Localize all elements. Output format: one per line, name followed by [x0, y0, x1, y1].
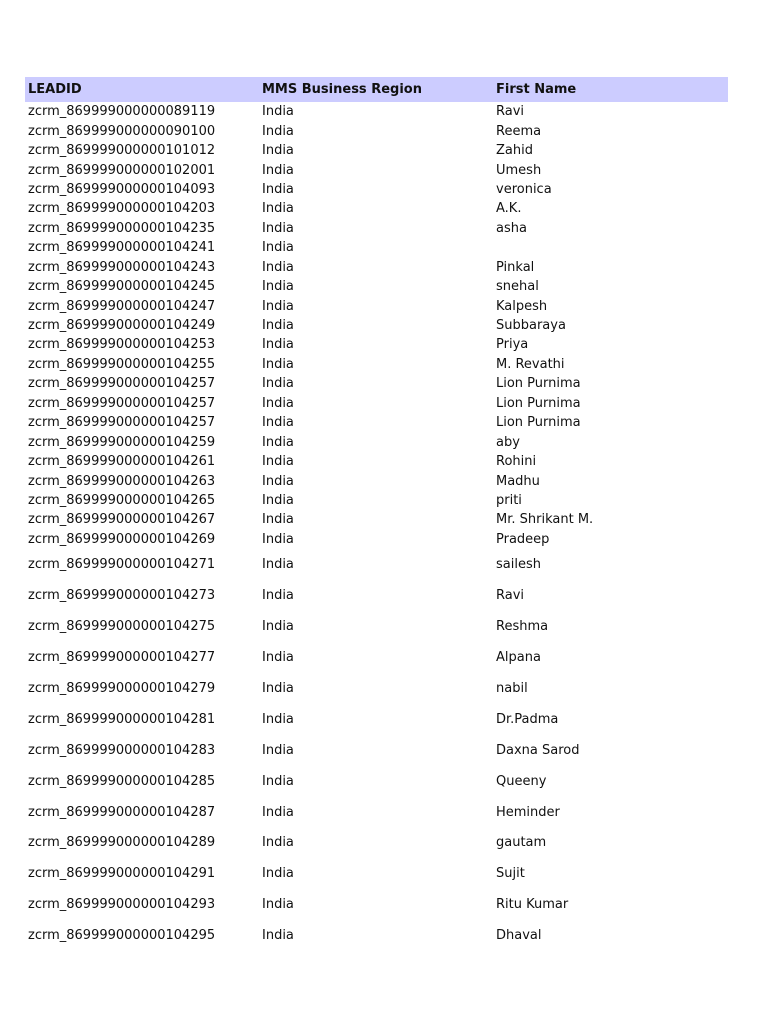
cell-first-name: sailesh: [496, 557, 541, 573]
cell-region: India: [262, 240, 294, 256]
cell-first-name: Madhu: [496, 473, 540, 489]
cell-leadid: zcrm_869999000000104295: [28, 928, 216, 944]
table-row: [25, 491, 728, 510]
table-row: [25, 797, 728, 828]
table-row: [25, 432, 728, 451]
cell-region: India: [262, 220, 294, 236]
cell-region: India: [262, 897, 294, 913]
table-row: [25, 394, 728, 413]
cell-leadid: zcrm_869999000000104257: [28, 395, 216, 411]
cell-region: India: [262, 201, 294, 217]
table-row: [25, 355, 728, 374]
cell-region: India: [262, 337, 294, 353]
cell-first-name: M. Revathi: [496, 356, 565, 372]
cell-first-name: Dhaval: [496, 928, 542, 944]
cell-leadid: zcrm_869999000000104259: [28, 434, 216, 450]
cell-region: India: [262, 557, 294, 573]
cell-leadid: zcrm_869999000000104263: [28, 473, 216, 489]
table-row: [25, 316, 728, 335]
cell-leadid: zcrm_869999000000089119: [28, 104, 216, 120]
cell-region: India: [262, 434, 294, 450]
table-row: [25, 611, 728, 642]
table-row: [25, 549, 728, 580]
cell-leadid: zcrm_869999000000104277: [28, 649, 216, 665]
cell-leadid: zcrm_869999000000102001: [28, 162, 216, 178]
cell-region: India: [262, 804, 294, 820]
cell-first-name: asha: [496, 220, 527, 236]
cell-first-name: priti: [496, 492, 522, 508]
cell-region: India: [262, 587, 294, 603]
cell-first-name: Umesh: [496, 162, 542, 178]
table-row: [25, 374, 728, 393]
cell-leadid: zcrm_869999000000104255: [28, 356, 216, 372]
table-row: [25, 642, 728, 673]
cell-first-name: Zahid: [496, 143, 533, 159]
cell-leadid: zcrm_869999000000104269: [28, 531, 216, 547]
cell-first-name: Mr. Shrikant M.: [496, 512, 594, 528]
lead-table: [25, 77, 728, 951]
cell-region: India: [262, 395, 294, 411]
cell-leadid: zcrm_869999000000104257: [28, 415, 216, 431]
table-row: [25, 735, 728, 766]
cell-region: India: [262, 143, 294, 159]
cell-region: India: [262, 649, 294, 665]
table-row: [25, 335, 728, 354]
table-row: [25, 766, 728, 797]
table-row: [25, 141, 728, 160]
cell-first-name: Subbaraya: [496, 318, 566, 334]
cell-first-name: Priya: [496, 337, 529, 353]
cell-region: India: [262, 415, 294, 431]
cell-leadid: zcrm_869999000000104093: [28, 181, 216, 197]
cell-leadid: zcrm_869999000000104247: [28, 298, 216, 314]
cell-leadid: zcrm_869999000000104283: [28, 742, 216, 758]
table-row: [25, 510, 728, 529]
table-row: [25, 828, 728, 859]
cell-first-name: Ravi: [496, 104, 525, 120]
cell-leadid: zcrm_869999000000090100: [28, 123, 216, 139]
column-header-leadid: LEADID: [28, 82, 82, 97]
cell-leadid: zcrm_869999000000104287: [28, 804, 216, 820]
cell-first-name: Pinkal: [496, 259, 535, 275]
table-row: [25, 102, 728, 121]
table-row: [25, 452, 728, 471]
cell-first-name: Dr.Padma: [496, 711, 559, 727]
table-row: [25, 530, 728, 549]
cell-region: India: [262, 162, 294, 178]
table-row: [25, 277, 728, 296]
cell-leadid: zcrm_869999000000104289: [28, 835, 216, 851]
table-row: [25, 219, 728, 238]
cell-leadid: zcrm_869999000000104249: [28, 318, 216, 334]
cell-leadid: zcrm_869999000000104293: [28, 897, 216, 913]
cell-region: India: [262, 773, 294, 789]
table-row: [25, 258, 728, 277]
cell-first-name: Lion Purnima: [496, 415, 581, 431]
cell-first-name: veronica: [496, 181, 552, 197]
cell-region: India: [262, 376, 294, 392]
cell-leadid: zcrm_869999000000104245: [28, 279, 216, 295]
cell-region: India: [262, 473, 294, 489]
cell-leadid: zcrm_869999000000104285: [28, 773, 216, 789]
table-row: [25, 121, 728, 140]
cell-first-name: aby: [496, 434, 520, 450]
cell-first-name: Alpana: [496, 649, 541, 665]
cell-first-name: Heminder: [496, 804, 560, 820]
table-row: [25, 858, 728, 889]
table-row: [25, 920, 728, 951]
table-row: [25, 471, 728, 490]
table-row: [25, 889, 728, 920]
cell-region: India: [262, 512, 294, 528]
cell-leadid: zcrm_869999000000104261: [28, 454, 216, 470]
table-row: [25, 413, 728, 432]
cell-first-name: Queeny: [496, 773, 547, 789]
cell-region: India: [262, 835, 294, 851]
cell-first-name: Sujit: [496, 866, 525, 882]
cell-first-name: Reema: [496, 123, 542, 139]
cell-first-name: Lion Purnima: [496, 395, 581, 411]
table-row: [25, 160, 728, 179]
cell-region: India: [262, 104, 294, 120]
cell-region: India: [262, 356, 294, 372]
cell-region: India: [262, 492, 294, 508]
cell-leadid: zcrm_869999000000104279: [28, 680, 216, 696]
cell-leadid: zcrm_869999000000101012: [28, 143, 216, 159]
cell-region: India: [262, 181, 294, 197]
cell-first-name: Kalpesh: [496, 298, 548, 314]
table-row: [25, 180, 728, 199]
cell-leadid: zcrm_869999000000104265: [28, 492, 216, 508]
cell-first-name: Lion Purnima: [496, 376, 581, 392]
table-row: [25, 238, 728, 257]
cell-leadid: zcrm_869999000000104291: [28, 866, 216, 882]
cell-region: India: [262, 454, 294, 470]
cell-leadid: zcrm_869999000000104241: [28, 240, 216, 256]
cell-first-name: nabil: [496, 680, 528, 696]
table-header: [25, 77, 728, 102]
cell-leadid: zcrm_869999000000104267: [28, 512, 216, 528]
cell-region: India: [262, 866, 294, 882]
cell-first-name: A.K.: [496, 201, 522, 217]
cell-first-name: Ravi: [496, 587, 525, 603]
column-header-first-name: First Name: [496, 82, 577, 97]
table-row: [25, 199, 728, 218]
cell-first-name: Pradeep: [496, 531, 550, 547]
cell-region: India: [262, 928, 294, 944]
cell-region: India: [262, 711, 294, 727]
cell-leadid: zcrm_869999000000104235: [28, 220, 216, 236]
column-header-region: MMS Business Region: [262, 82, 422, 97]
cell-leadid: zcrm_869999000000104275: [28, 618, 216, 634]
cell-leadid: zcrm_869999000000104281: [28, 711, 216, 727]
table-row: [25, 296, 728, 315]
cell-leadid: zcrm_869999000000104253: [28, 337, 216, 353]
cell-first-name: Daxna Sarod: [496, 742, 580, 758]
cell-first-name: gautam: [496, 835, 547, 851]
table-row: [25, 580, 728, 611]
cell-first-name: Reshma: [496, 618, 549, 634]
cell-region: India: [262, 259, 294, 275]
cell-region: India: [262, 680, 294, 696]
cell-leadid: zcrm_869999000000104257: [28, 376, 216, 392]
cell-first-name: Ritu Kumar: [496, 897, 569, 913]
cell-leadid: zcrm_869999000000104271: [28, 557, 216, 573]
cell-region: India: [262, 742, 294, 758]
cell-region: India: [262, 298, 294, 314]
cell-first-name: snehal: [496, 279, 539, 295]
cell-leadid: zcrm_869999000000104203: [28, 201, 216, 217]
cell-region: India: [262, 318, 294, 334]
cell-region: India: [262, 123, 294, 139]
table-row: [25, 704, 728, 735]
table-row: [25, 673, 728, 704]
cell-first-name: Rohini: [496, 454, 537, 470]
table-body: [25, 102, 728, 951]
cell-region: India: [262, 618, 294, 634]
cell-region: India: [262, 279, 294, 295]
cell-region: India: [262, 531, 294, 547]
cell-leadid: zcrm_869999000000104243: [28, 259, 216, 275]
cell-leadid: zcrm_869999000000104273: [28, 587, 216, 603]
